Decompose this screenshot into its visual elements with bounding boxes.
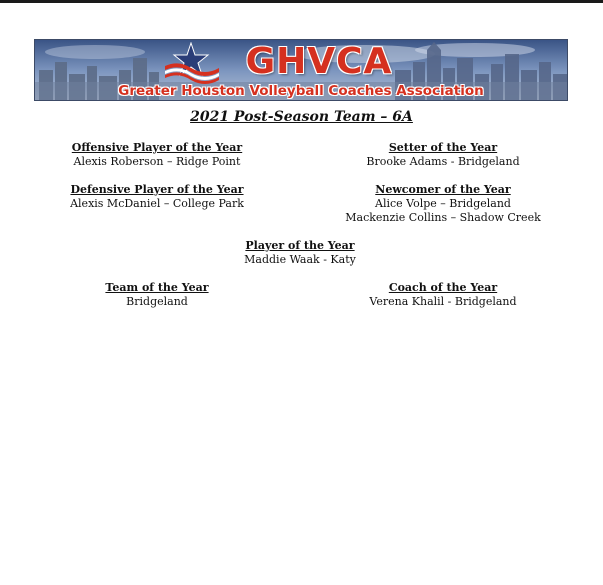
award-heading: Coach of the Year <box>388 281 498 294</box>
ghvca-banner <box>34 39 568 101</box>
award-team <box>62 281 252 309</box>
award-heading: Newcomer of the Year <box>375 183 511 196</box>
award-heading: Offensive Player of the Year <box>71 141 243 154</box>
document-title: 2021 Post-Season Team – 6A <box>190 109 413 125</box>
award-winner: Bridgeland <box>126 295 188 308</box>
award-heading: Setter of the Year <box>388 141 498 154</box>
award-player <box>200 239 400 267</box>
award-newcomer <box>338 183 548 225</box>
banner-subtitle: Greater Houston Volleyball Coaches Association <box>118 83 484 99</box>
award-defensive <box>62 183 252 211</box>
award-winner: Verena Khalil - Bridgeland <box>369 295 517 308</box>
top-border <box>0 0 603 3</box>
award-offensive <box>62 141 252 169</box>
award-winner: Maddie Waak - Katy <box>244 253 356 266</box>
award-winner: Alexis Roberson – Ridge Point <box>73 155 241 168</box>
award-heading: Defensive Player of the Year <box>70 183 244 196</box>
award-winner: Alexis McDaniel – College Park <box>70 197 244 210</box>
award-winner: Mackenzie Collins – Shadow Creek <box>345 211 541 224</box>
award-winner: Brooke Adams - Bridgeland <box>366 155 520 168</box>
banner-title: GHVCA <box>245 41 393 82</box>
award-winner: Alice Volpe – Bridgeland <box>375 197 511 210</box>
award-setter <box>338 141 548 169</box>
award-heading: Team of the Year <box>105 281 209 294</box>
award-heading: Player of the Year <box>245 239 355 252</box>
award-coach <box>338 281 548 309</box>
